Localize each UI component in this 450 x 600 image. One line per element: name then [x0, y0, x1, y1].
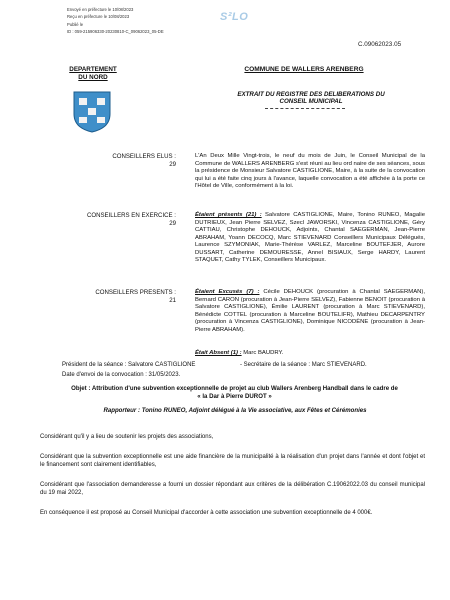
stamp-line: Publié le: [67, 21, 84, 27]
absent-name: Marc BAUDRY.: [241, 350, 284, 356]
absent-heading: Était Absent (1) :: [195, 350, 242, 356]
absent-line: [195, 350, 425, 358]
deliberation-reference: C.09062023.05: [358, 41, 402, 48]
elus-label: CONSEILLERS ELUS :: [112, 153, 176, 160]
stamp-line: Reçu en préfecture le 10/08/2023: [67, 14, 130, 20]
department-line: DEPARTEMENT: [69, 66, 117, 73]
considerant-paragraph: Considérant que l'association demanderesse a fourni un dossier répondant aux critères de la délibération C.19062022.03 du conseil municipal du 19 mai 2022,: [40, 482, 425, 496]
stamp-line: ID : 059-215906330-20230810-C_09062023_05-DE: [67, 28, 164, 34]
exercice-count: 29: [169, 219, 176, 227]
objet-heading: [57, 385, 412, 400]
objet-line: « la Dar à Pierre DUROT »: [197, 392, 272, 400]
extrait-line: EXTRAIT DU REGISTRE DES DELIBERATIONS DU: [237, 91, 385, 98]
coat-of-arms-icon: [68, 88, 116, 134]
exercice-label-block: [40, 212, 176, 227]
president-line: Président de la séance : Salvatore CASTIGLIONE: [62, 362, 196, 368]
extrait-heading: [196, 91, 426, 106]
considerant-paragraph: Considérant qu'il y a lieu de soutenir les projets des associations,: [40, 434, 214, 440]
excuses-list: Cécile DEHOUCK (procuration à Chantal SAEGERMAN), Bernard CARON (procuration à Jean-Pierre SELVEZ), Fabienne BENOIT (procuration à Salvatore CASTIGLIONE), Émilie LAURENT (procuration à Marc STIEVENARD), Bénédicte COTTEL (procuration à Marceline BOUTELIFR), Mathieu DECARPENTRY (procuration à Vincenza CASTIGLIONE), Dominique NICODÈNE (procuration à Jean-Pierre ABRAHAM).: [195, 289, 425, 333]
extrait-line: CONSEIL MUNICIPAL: [279, 98, 343, 106]
stamp-line: Envoyé en préfecture le 10/08/2023: [67, 7, 134, 12]
presents-count: 21: [169, 296, 176, 304]
presents-paragraph: [195, 212, 425, 265]
presents-heading: Étaient présents (21) :: [195, 212, 262, 218]
s2lo-watermark: S²LO: [220, 11, 249, 23]
rapporteur-line: Rapporteur : Tonino RUNEO, Adjoint délégué à la Vie associative, aux Fêtes et Cérémonies: [103, 407, 367, 414]
considerant-paragraph: Considérant que la subvention exceptionnelle est une aide financière de la municipalité à la réalisation d'un projet dans l'année et dont l'objet et le financement sont clairement identifiables,: [40, 454, 425, 468]
objet-line: Objet : Attribution d'une subvention exceptionnelle de projet au club Wallers Arenberg Handball dans le cadre de: [71, 385, 398, 392]
proposal-paragraph: En conséquence il est proposé au Conseil Municipal d'accorder à cette association une subvention exceptionnelle de 4 000€.: [40, 510, 373, 516]
department-heading: [50, 66, 136, 81]
excuses-heading: Étaient Excusés (7) :: [195, 289, 260, 295]
presents-list: Salvatore CASTIGLIONE, Maire, Tonino RUNEO, Magalie DUTRIEUX, Jean Pierre SELVEZ, Szecl JAWORSKI, Vincenza CASTIGLIONE, Géry CATTIAU, Christophe DEHOUCK, Adjoints, Chantal SAEGERMAN, Jean-Pierre ABRAHAM, Yoann DECOCQ, Marc STIEVENARD Conseillers Municipaux Délégués, Laurence SZYMONIAK, Marie-Thérèse VARLEZ, Marceline BOUTEFJER, Aurore DUSSART, Catherine DEMOURESSE, Annel BISIAUX, Serge HARDY, Laurent STAQUET, Cathy TYLEK, Conseillers Municipaux.: [195, 212, 425, 264]
elus-paragraph: L'An Deux Mille Vingt-trois, le neuf du mois de Juin, le Conseil Municipal de la Commune de WALLERS ARENBERG s'est réuni au lieu ord naire de ses séances, sous la présidence de Monsieur Salvatore CASTIGLIONE, Maire, à la suite de la convocation qui lui a été faite cinq jours à l'avance, laquelle convocation a été affichée à la porte ce l'Hôtel de Ville, conformément à la loi.: [195, 153, 425, 190]
convocation-date-line: Date d'envoi de la convocation : 31/05/2023.: [62, 372, 181, 378]
excuses-paragraph: [195, 289, 425, 334]
elus-label-block: [40, 153, 176, 168]
secretaire-line: - Secrétaire de la séance : Marc STIEVENARD.: [240, 362, 367, 368]
presents-label: CONSEILLERS PRESENTS :: [95, 289, 176, 296]
commune-heading: COMMUNE DE WALLERS ARENBERG: [244, 66, 364, 73]
prefecture-stamp: [67, 6, 243, 35]
department-line: DU NORD: [78, 73, 108, 81]
dashed-divider: [265, 108, 345, 109]
exercice-label: CONSEILLERS EN EXERCICE :: [86, 212, 176, 219]
elus-count: 29: [169, 160, 176, 168]
presents-label-block: [40, 289, 176, 304]
